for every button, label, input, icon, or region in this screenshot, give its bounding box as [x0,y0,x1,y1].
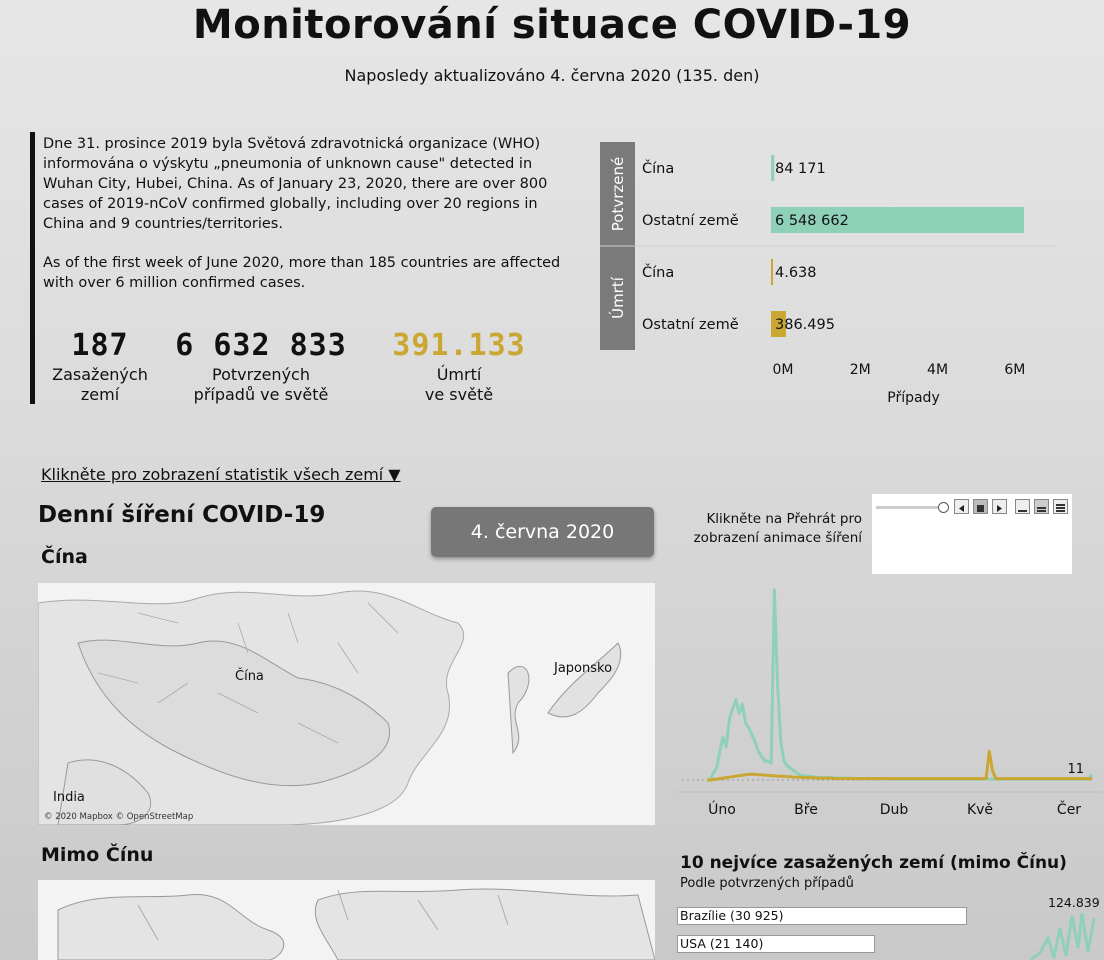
map-label-india: India [53,790,85,805]
slider-handle-icon[interactable] [938,502,949,513]
top10-trend-line [1030,908,1100,960]
outside-china-heading: Mimo Čínu [41,844,154,866]
bar[interactable] [771,155,774,181]
step-forward-icon[interactable] [992,499,1007,514]
kpi-deaths [377,328,541,405]
china-map[interactable] [38,583,655,825]
end-value-label: 11 [1067,762,1084,777]
stop-icon[interactable] [973,499,988,514]
kpi-value: 187 [71,328,129,363]
all-countries-link[interactable]: Klikněte pro zobrazení statistik všech zemí ▼ [41,465,401,484]
cases-bar-chart [596,136,1066,412]
bar-category-label: Ostatní země [642,213,739,229]
kpi-label: Potvrzených případů ve světě [193,365,329,404]
speed-fast-icon[interactable] [1053,499,1068,514]
top10-end-label: 124.839 [1048,895,1100,910]
group-label: Úmrtí [609,277,627,319]
kpi-confirmed [173,328,349,405]
x-tick-label: 6M [1004,362,1026,378]
step-back-icon[interactable] [954,499,969,514]
x-tick-label: 0M [772,362,794,378]
current-date-button[interactable]: 4. června 2020 [431,507,654,557]
china-map-heading: Čína [41,546,88,568]
x-tick-label: Čer [1056,802,1082,818]
map-label-china: Čína [235,669,264,684]
kpi-label: Zasažených zemí [52,365,148,404]
world-map-shapes [38,880,655,960]
trend-path [1030,913,1094,960]
page-title: Monitorování situace COVID-19 [192,2,912,48]
kpi-label: Úmrtí ve světě [424,365,494,404]
map-label-japan: Japonsko [554,661,613,676]
top10-subtitle: Podle potvrzených případů [680,876,854,891]
top10-bar[interactable]: USA (21 140) [677,935,875,953]
intro-paragraph: Dne 31. prosince 2019 byla Světová zdravotnická organizace (WHO) informována o výskytu „pneumonia of unknown cause" detected in Wuhan City, Hubei, China. As of January 23, 2020, there are over 800 cases of 2019-nCoV confirmed globally, including over 20 regions in China and 9 countries/territories. [43,136,548,232]
daily-line-chart [672,580,1104,825]
date-slider[interactable] [876,506,944,509]
group-label: Potvrzené [609,156,627,232]
bar-value-label: 84 171 [775,161,826,177]
top10-title: 10 nejvíce zasažených zemí (mimo Čínu) [680,853,1067,873]
daily-spread-title: Denní šíření COVID-19 [38,502,326,528]
kpi-countries [45,328,155,405]
intro-paragraph: As of the first week of June 2020, more than 185 countries are affected with over 6 million confirmed cases. [43,255,561,291]
x-tick-label: Dub [879,802,909,818]
bar[interactable] [771,259,773,285]
bar-value-label: 6 548 662 [775,213,849,229]
play-hint: Klikněte na Přehrát pro zobrazení animace šíření [693,511,862,546]
china-map-shapes [38,583,655,825]
x-tick-label: Bře [794,802,818,818]
top10-bar[interactable]: Brazílie (30 925) [677,907,967,925]
bar-value-label: 4.638 [775,265,817,281]
intro-panel [30,132,583,404]
world-map[interactable] [38,880,655,960]
x-tick-label: 4M [927,362,949,378]
series-line [707,752,1092,781]
series-line [707,590,1092,780]
bar-value-label: 386.495 [775,317,835,333]
bar-category-label: Ostatní země [642,317,739,333]
speed-normal-icon[interactable] [1034,499,1049,514]
x-axis-title: Případy [887,390,940,406]
kpi-value: 6 632 833 [175,328,347,363]
x-tick-label: Kvě [966,802,994,818]
x-tick-label: 2M [849,362,871,378]
bar-category-label: Čína [642,161,675,177]
x-tick-label: Úno [708,802,736,818]
map-credit: © 2020 Mapbox © OpenStreetMap [44,812,194,822]
last-updated: Naposledy aktualizováno 4. června 2020 (135. den) [344,66,760,85]
speed-slow-icon[interactable] [1015,499,1030,514]
animation-player [872,494,1072,574]
kpi-value: 391.133 [392,328,526,363]
bar-category-label: Čína [642,265,675,281]
